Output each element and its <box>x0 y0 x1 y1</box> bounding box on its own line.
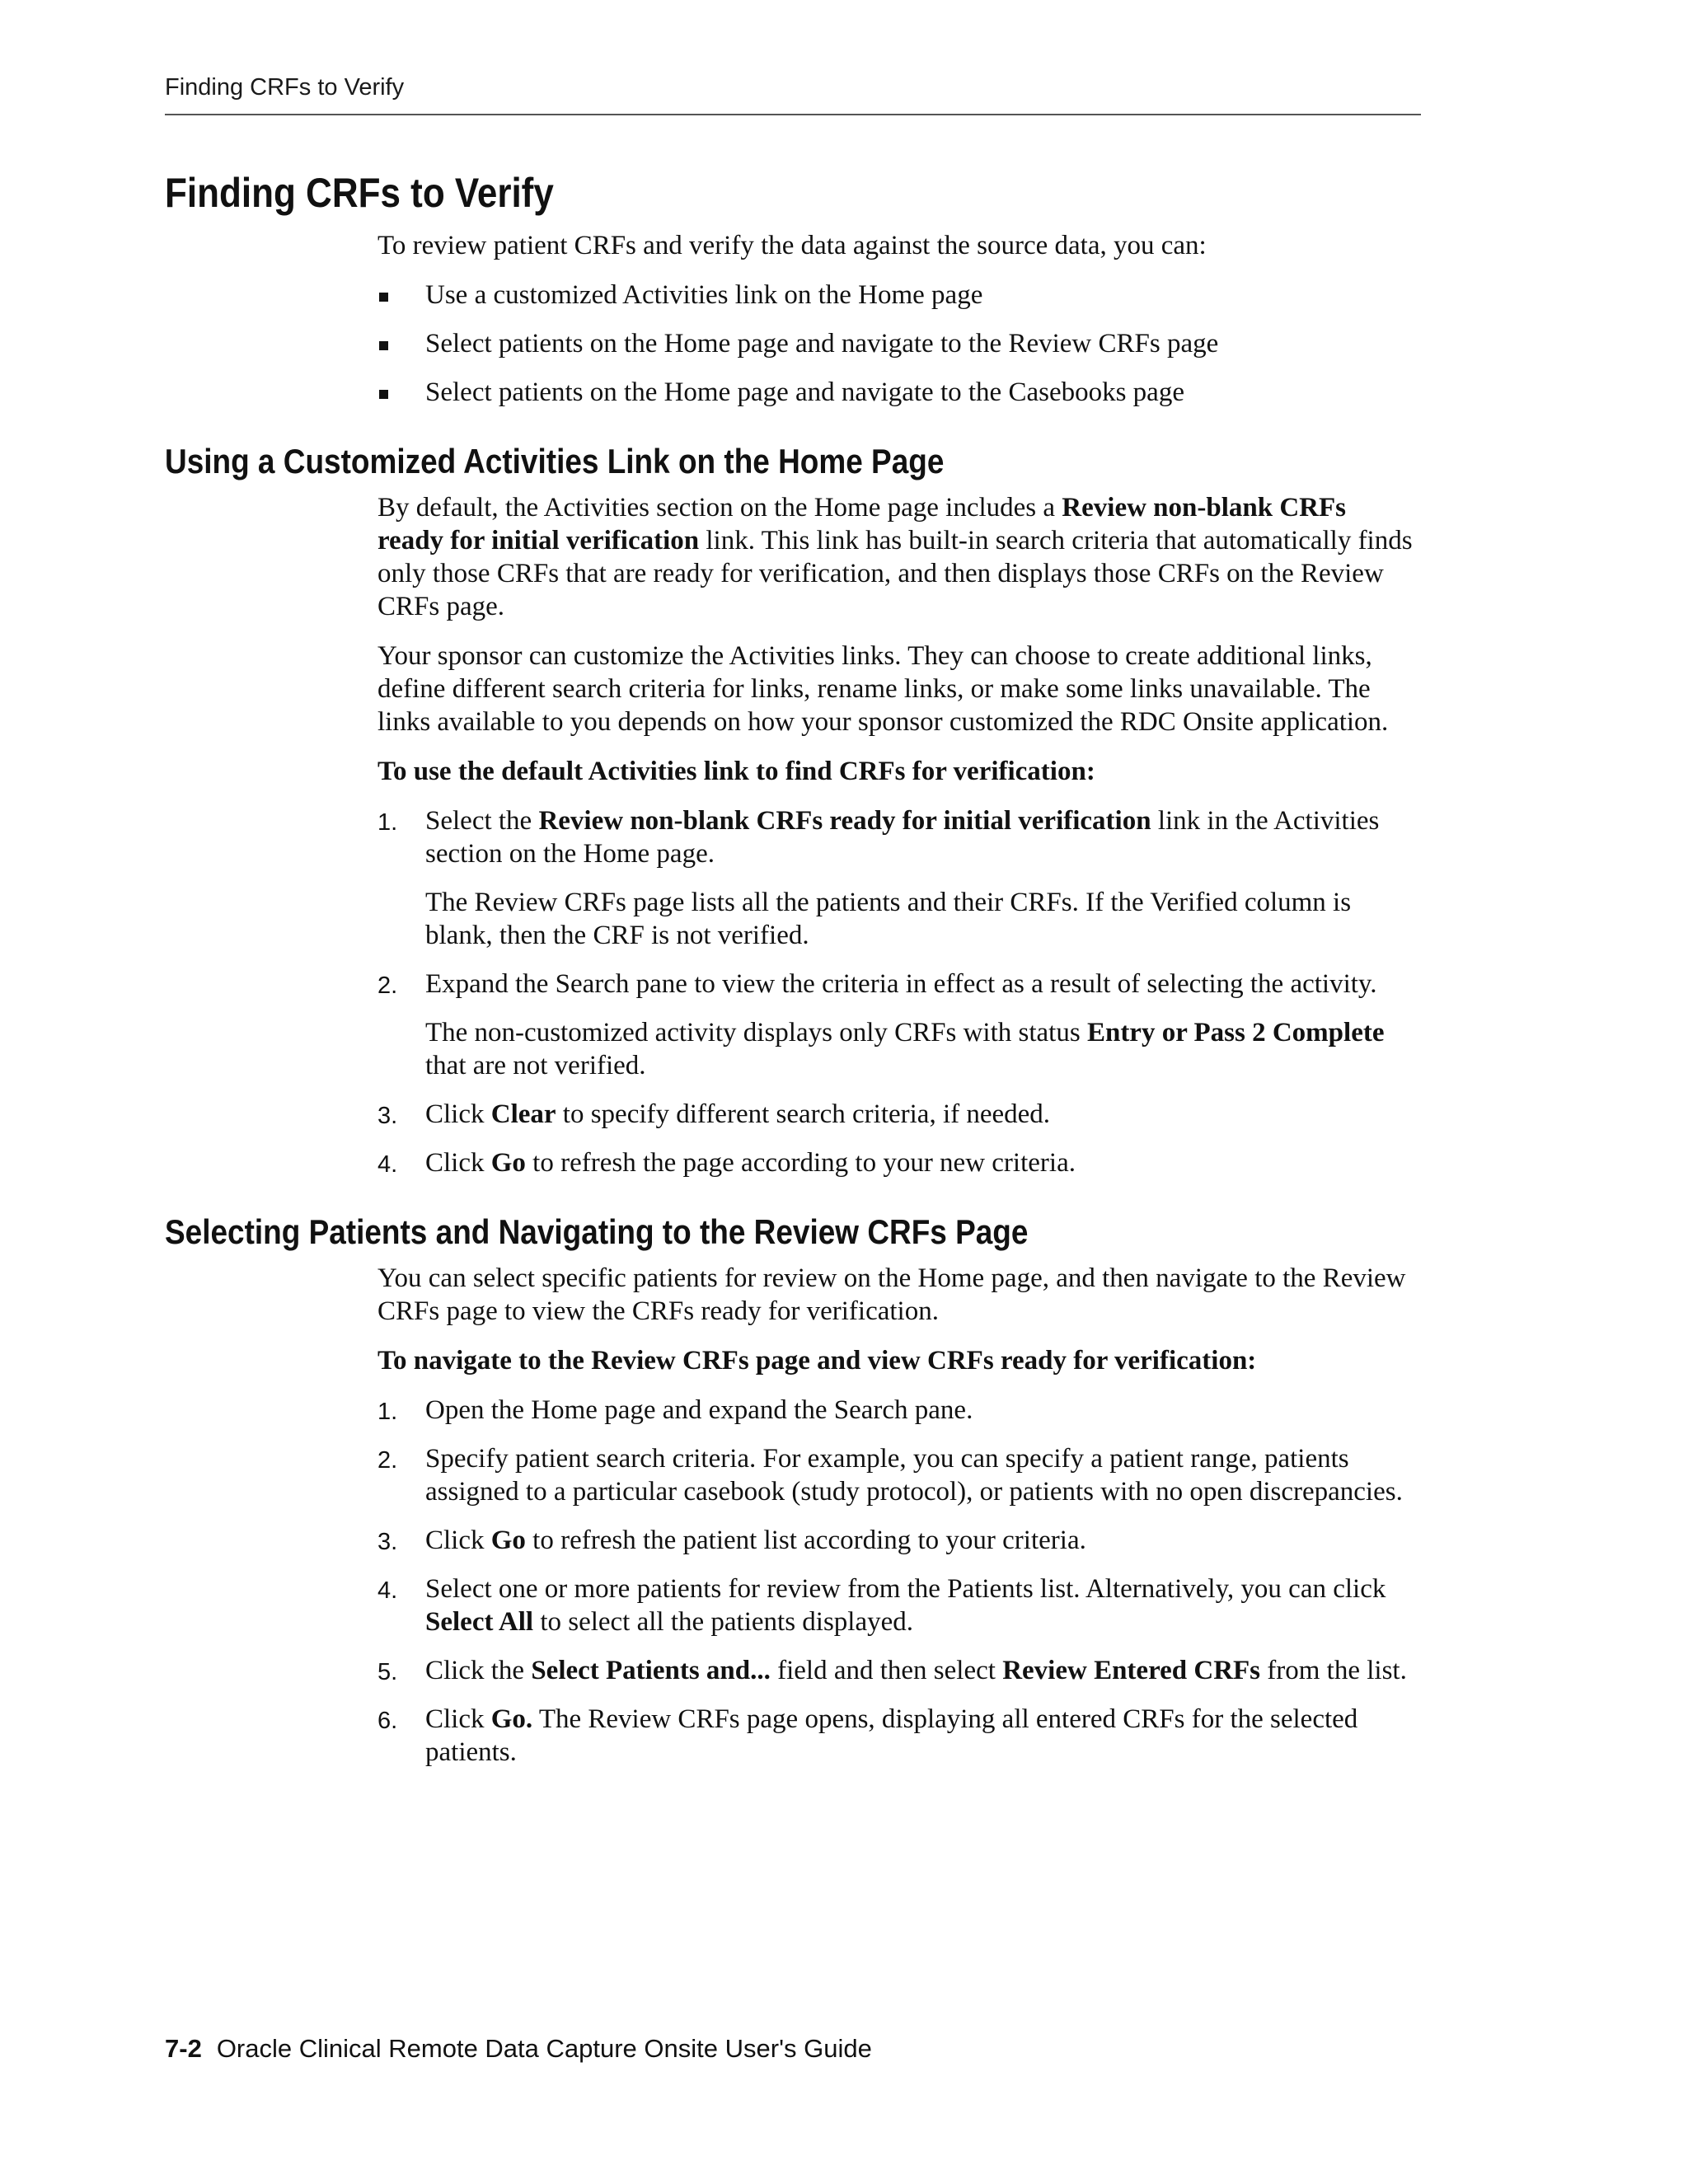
step-item: 3. Click Clear to specify different search criteria, if needed. <box>377 1098 1418 1131</box>
square-bullet-icon <box>379 293 388 302</box>
step-item: 2. Expand the Search pane to view the criteria in effect as a result of selecting the activity. The non-customized activity displays only CRFs with status Entry or Pass 2 Complete that are not verified. <box>377 968 1418 1082</box>
bullet-item: Use a customized Activities link on the Home page <box>377 279 1418 312</box>
bullet-item: Select patients on the Home page and navigate to the Casebooks page <box>377 376 1418 409</box>
section2-procedure-title: To use the default Activities link to find CRFs for verification: <box>377 757 1095 786</box>
section1-intro: To review patient CRFs and verify the data against the source data, you can: <box>377 231 1207 260</box>
step-number: 1. <box>377 1399 398 1425</box>
section2-steps <box>377 804 1418 1179</box>
section1-bullet-list <box>377 279 1418 409</box>
step-item: 6. Click Go. The Review CRFs page opens, displaying all entered CRFs for the selected patients. <box>377 1704 1358 1767</box>
section3-steps <box>377 1394 1418 1769</box>
step-item: 1. Select the Review non-blank CRFs ready for initial verification link in the Activities section on the Home page. The Review CRFs page lists all the patients and their CRFs. If the Verified column is blank, then the CRF is not verified. <box>377 804 1418 952</box>
section3-procedure-title: To navigate to the Review CRFs page and view CRFs ready for verification: <box>377 1346 1257 1376</box>
step-item: 2. Specify patient search criteria. For example, you can specify a patient range, patients assigned to a particular casebook (study protocol), or patients with no open discrepancies. <box>377 1444 1403 1507</box>
step-item: 5. Click the Select Patients and... field and then select Review Entered CRFs from the list. <box>377 1654 1418 1687</box>
section-title-customized-activities: Using a Customized Activities Link on the Home Page <box>165 442 945 480</box>
section-title-finding-crfs: Finding CRFs to Verify <box>165 170 554 216</box>
page-footer <box>165 2034 872 2064</box>
section-title-selecting-patients: Selecting Patients and Navigating to the Review CRFs Page <box>165 1212 1029 1251</box>
square-bullet-icon <box>379 390 388 399</box>
section2-para2: Your sponsor can customize the Activities links. They can choose to create additional links, define different search criteria for links, rename links, or make some links unavailable. The links available to you depends on how your sponsor customized the RDC Onsite application. <box>377 641 1389 737</box>
step-number: 3. <box>377 1103 398 1129</box>
step-number: 1. <box>377 809 398 836</box>
step-number: 6. <box>377 1708 398 1734</box>
section3-body <box>377 1262 1418 1769</box>
step-item: 3. Click Go to refresh the patient list according to your criteria. <box>377 1524 1418 1557</box>
page-number: 7-2 <box>165 2034 202 2063</box>
step-number: 2. <box>377 972 398 999</box>
step-number: 3. <box>377 1529 398 1555</box>
step-item: 4. Select one or more patients for review from the Patients list. Alternatively, you can click Select All to select all the patients displayed. <box>377 1574 1386 1637</box>
section1-body <box>377 229 1418 409</box>
step-number: 2. <box>377 1447 398 1474</box>
step-number: 4. <box>377 1151 398 1178</box>
bullet-item: Select patients on the Home page and navigate to the Review CRFs page <box>377 327 1418 360</box>
step-item: 4. Click Go to refresh the page according to your new criteria. <box>377 1146 1418 1179</box>
running-header: Finding CRFs to Verify <box>165 74 405 101</box>
step-item: 1. Open the Home page and expand the Search pane. <box>377 1394 1418 1427</box>
header-rule <box>165 114 1421 115</box>
section2-para1: By default, the Activities section on the Home page includes a Review non-blank CRFs ready for initial verification link. This link has built-in search criteria that automatically finds only those CRFs that are ready for verification, and then displays those CRFs on the Review CRFs page. <box>377 493 1413 621</box>
book-title: Oracle Clinical Remote Data Capture Onsite User's Guide <box>216 2034 872 2063</box>
step-note: The non-customized activity displays only CRFs with status Entry or Pass 2 Complete that are not verified. <box>425 1018 1385 1080</box>
section2-body <box>377 491 1418 1179</box>
step-number: 4. <box>377 1577 398 1604</box>
square-bullet-icon <box>379 341 388 350</box>
step-number: 5. <box>377 1659 398 1685</box>
section3-para1: You can select specific patients for review on the Home page, and then navigate to the Review CRFs page to view the CRFs ready for verification. <box>377 1263 1406 1326</box>
page-content <box>165 165 1434 1785</box>
step-note: The Review CRFs page lists all the patients and their CRFs. If the Verified column is blank, then the CRF is not verified. <box>425 888 1352 950</box>
